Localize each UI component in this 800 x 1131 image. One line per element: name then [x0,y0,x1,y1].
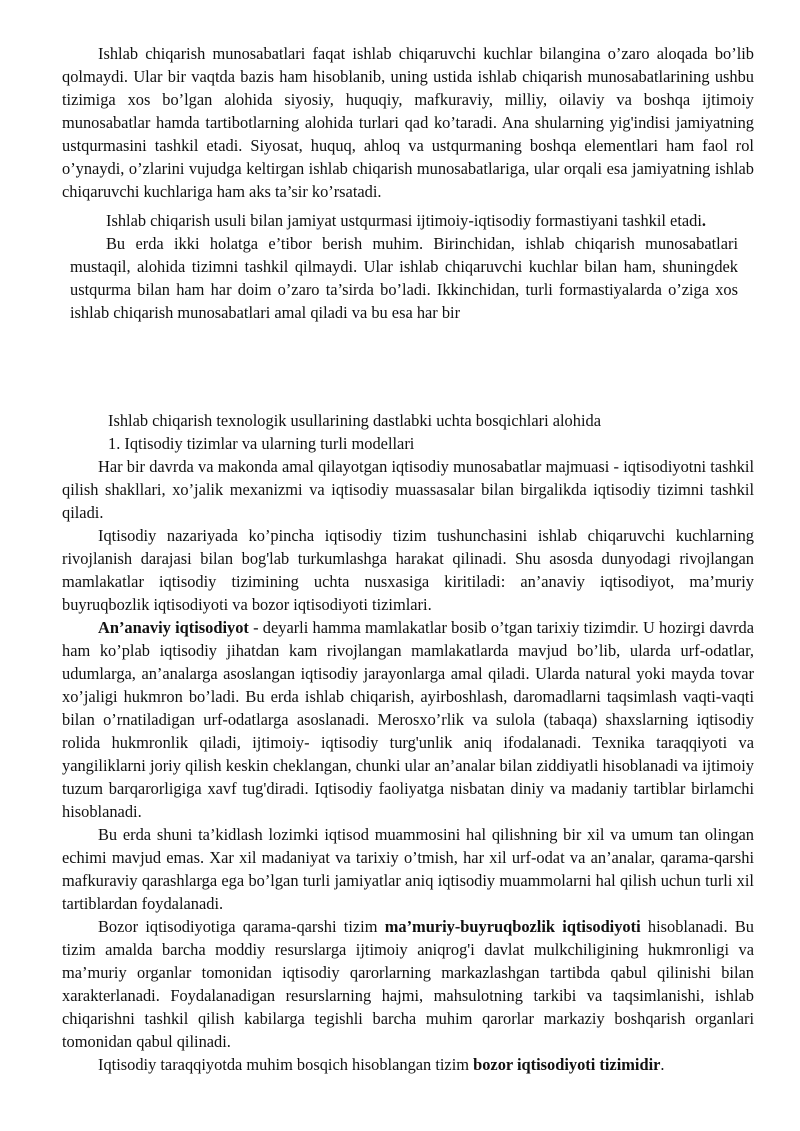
bozor-lead: Iqtisodiy taraqqiyotda muhim bosqich hisoblangan tizim [98,1055,474,1074]
paragraph-echim: Bu erda shuni ta’kidlash lozimki iqtisod muammosini hal qilishning bir xil va umum tan olingan echimi mavjud emas. Xar xil madaniyat va tarixiy o’tmish, har xil urf-odat va an’analar, qarama-qarshi mafkuraviy qarashlarga ega bo’lgan turli jamiyatlar aniq iqtisodiy muammolarni hal qilish uchun turli xil tartiblardan foydalanadi. [62,825,754,913]
term-bozor: bozor iqtisodiyoti tizimidir [473,1055,661,1074]
term-ananaviy: An’anaviy iqtisodiyot [98,618,249,637]
paragraph-majmua: Har bir davrda va makonda amal qilayotgan iqtisodiy munosabatlar majmuasi - iqtisodiyotni tashkil qilish shakllari, xo’jalik mexanizmi va iqtisodiy muassasalar bilan birgalikda iqtisodiy tizimni tashkil qiladi. [62,457,754,522]
bozor-end: . [660,1055,665,1074]
paragraph-ustqurma: Ishlab chiqarish munosabatlari faqat ishlab chiqaruvchi kuchlar bilangina o’zaro aloqada bo’lib qolmaydi. Ular bir vaqtda bazis ham hisoblanib, uning ustida ishlab chiqarish munosabatlarining ushbu tizimiga xos bo’lgan alohida siyosiy, huquqiy, mafkuraviy, milliy, oilaviy va boshqa ijtimoiy munosabatlar hamda tartibotlarning alohida turlari qad ko’taradi. Ana shularning yig'indisi jamiyatning ustqurmasini tashkil etadi. Siyosat, huquq, ahloq va ustqurmaning boshqa elementlari ham faol rol o’ynaydi, o’zlarini vujudga keltirgan ishlab chiqarish munosabatlariga, ular orqali esa jamiyatning ishlab chiqaruvchi kuchlariga ham aks ta’sir ko’rsatadi. [62,44,754,201]
paragraph-ananaviy [62,616,754,823]
formastiya-text: Ishlab chiqarish usuli bilan jamiyat ustqurmasi ijtimoiy-iqtisodiy formastiyani tashkil etadi [106,211,702,230]
mamuriy-lead: Bozor iqtisodiyotiga qarama-qarshi tizim [98,917,385,936]
ananaviy-text: - deyarli hamma mamlakatlar bosib o’tgan tarixiy tizimdir. U hozirgi davrda ham ko’plab iqtisodiy jihatdan kam rivojlangan mamlakatlarda mavjud bo’lib, ularda urf-odatlar, udumlarga, an’analarga asoslangan iqtisodiy jarayonlarga amal qiladi. Ularda natural yoki mayda tovar xo’jaligi hukmron bo’ladi. Bu erda ishlab chiqarish, ayirboshlash, daromadlarni taqsimlash vaqti-vaqti bilan o’rnatiladigan urf-odatlarga asoslanadi. Merosxo’rlik va sulola (tabaqa) shaxslarning iqtisodiy rolida hukmronlik qiladi, ijtimoiy- iqtisodiy turg'unlik aniq ifodalanadi. Texnika taraqqiyoti va yangiliklarni joriy qilish keskin cheklangan, chunki ular an’analar bilan ziddiyatli hisoblanadi va ijtimoiy tuzum barqarorligiga xavf tug'diradi. Iqtisodiy faoliyatga nisbatan diniy va madaniy tartiblar birlamchi hisoblanadi. [62,618,755,821]
section-heading: Ishlab chiqarish texnologik usullarining dastlabki uchta bosqichlari alohida [108,411,601,430]
section-subheading: 1. Iqtisodiy tizimlar va ularning turli modellari [108,434,415,453]
paragraph-ikki-holat: Bu erda ikki holatga e’tibor berish muhim. Birinchidan, ishlab chiqarish munosabatlari mustaqil, alohida tizimni tashkil qilmaydi. Ular ishlab chiqaruvchi kuchlar bilan ham, shuningdek ustqurma bilan ham har doim o’zaro ta’sirda bo’ladi. Ikkinchidan, turli formastiyalarda o’ziga xos ishlab chiqarish munosabatlari amal qiladi va bu esa har bir [70,234,738,322]
paragraph-nazariya: Iqtisodiy nazariyada ko’pincha iqtisodiy tizim tushunchasini ishlab chiqaruvchi kuchlarning rivojlanish darajasi bilan bog'lab turkumlashga harakat qilinadi. Shu asosda dunyodagi rivojlangan mamlakatlar iqtisodiy tizimining uchta nusxasiga kiritiladi: an’anaviy iqtisodiyot, ma’muriy buyruqbozlik iqtisodiyoti va bozor iqtisodiyoti tizimlari. [62,526,754,614]
formastiya-dot: . [701,211,707,230]
paragraph-formastiya [70,209,738,232]
section-formastiya [70,209,738,324]
section-iqtisodiy-tizimlar [62,409,754,1076]
mamuriy-text: hisoblanadi. Bu tizim amalda barcha moddiy resurslarga ijtimoiy aniqrog'i davlat mulkchiligining hukmronligi va ma’muriy organlar tomonidan iqtisodiy qarorlarning markazlashgan tartibda qabul qilinishi bilan xarakterlanadi. Foydalanadigan resurslarning hajmi, mahsulotning tarkibi va taqsimlanishi, ishlab chiqarishni tashkil qilish kabilarga tegishli barcha muhim qarorlar markaziy boshqarish organlari tomonidan qabul qilinadi. [62,917,754,1051]
term-mamuriy: ma’muriy-buyruqbozlik iqtisodiyoti [384,917,641,936]
paragraph-mamuriy [62,915,754,1053]
paragraph-bozor [62,1053,754,1076]
section-ustqurma [62,42,754,203]
